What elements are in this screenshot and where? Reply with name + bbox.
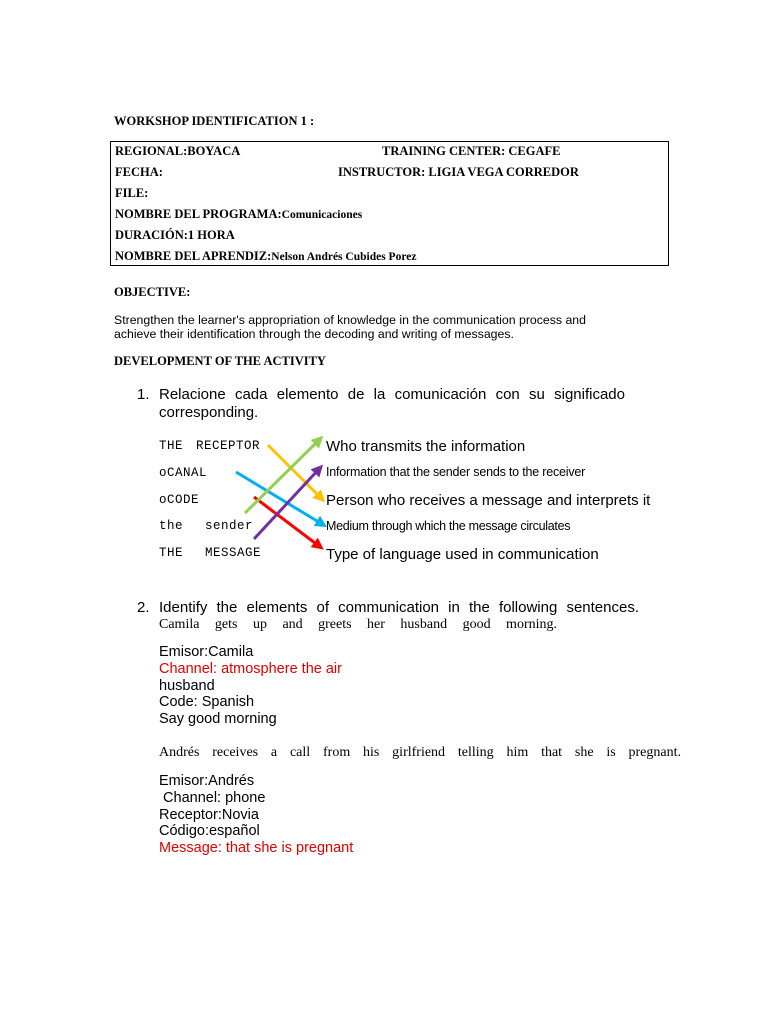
fecha: FECHA: — [115, 165, 163, 179]
q2-number: 2. — [137, 599, 150, 616]
q1-number: 1. — [137, 386, 150, 403]
term-canal: oCANAL — [159, 466, 208, 480]
q1-line2: corresponding. — [159, 404, 259, 421]
workshop-title: WORKSHOP IDENTIFICATION 1 : — [114, 114, 315, 128]
objective-heading: OBJECTIVE: — [114, 285, 191, 299]
aprendiz-value: Nelson Andrés Cubides Porez — [271, 251, 417, 263]
sentence2-answer-4: Message: that she is pregnant — [159, 840, 354, 857]
def-language: Type of language used in communication — [326, 546, 599, 563]
def-transmits: Who transmits the information — [326, 438, 526, 455]
sentence-1: Camila gets up and greets her husband good morning. — [159, 617, 557, 632]
term-receptor: THE RECEPTOR — [159, 439, 261, 453]
instructor: INSTRUCTOR: LIGIA VEGA CORREDOR — [338, 165, 579, 179]
def-medium: Medium through which the message circulates — [326, 519, 571, 533]
regional: REGIONAL:BOYACA — [115, 144, 241, 158]
aprendiz-label: NOMBRE DEL APRENDIZ: — [115, 249, 272, 263]
file: FILE: — [115, 186, 149, 200]
objective-text: Strengthen the learner's appropriation of knowledge in the communication process and achieve their identification through the decoding and writing of messages. — [114, 313, 586, 341]
programa-value: Comunicaciones — [281, 209, 363, 221]
arrow-green — [245, 440, 319, 513]
sentence1-answer-3: Code: Spanish — [159, 694, 255, 711]
sentence1-answer-0: Emisor:Camila — [159, 644, 254, 660]
development-heading: DEVELOPMENT OF THE ACTIVITY — [114, 354, 326, 368]
sentence1-answer-1: Channel: atmosphere the air — [159, 660, 342, 677]
sentence-2: Andrés receives a call from his girlfriend telling him that she is pregnant. — [159, 745, 681, 760]
def-receives: Person who receives a message and interprets it — [326, 492, 651, 509]
term-sender: the sender — [159, 519, 254, 533]
programa-label: NOMBRE DEL PROGRAMA: — [115, 207, 282, 221]
sentence2-answer-2: Receptor:Novia — [159, 806, 259, 823]
term-message: THE MESSAGE — [159, 546, 262, 560]
q2-text: Identify the elements of communication in the following sentences. — [159, 599, 639, 616]
term-code: oCODE — [159, 493, 200, 507]
sentence2-answer-0: Emisor:Andrés — [159, 773, 255, 789]
sentence1-answer-4: Say good morning — [159, 711, 277, 728]
sentence2-answer-1: Channel: phone — [159, 789, 266, 806]
arrow-yellow — [268, 445, 321, 498]
duracion: DURACIÓN:1 HORA — [115, 228, 235, 242]
def-information: Information that the sender sends to the receiver — [326, 465, 586, 479]
q1-line1: Relacione cada elemento de la comunicación con su significado — [159, 386, 625, 403]
sentence1-answer-2: husband — [159, 677, 215, 694]
training-center: TRAINING CENTER: CEGAFE — [382, 144, 561, 158]
sentence2-answer-3: Código:español — [159, 823, 260, 840]
